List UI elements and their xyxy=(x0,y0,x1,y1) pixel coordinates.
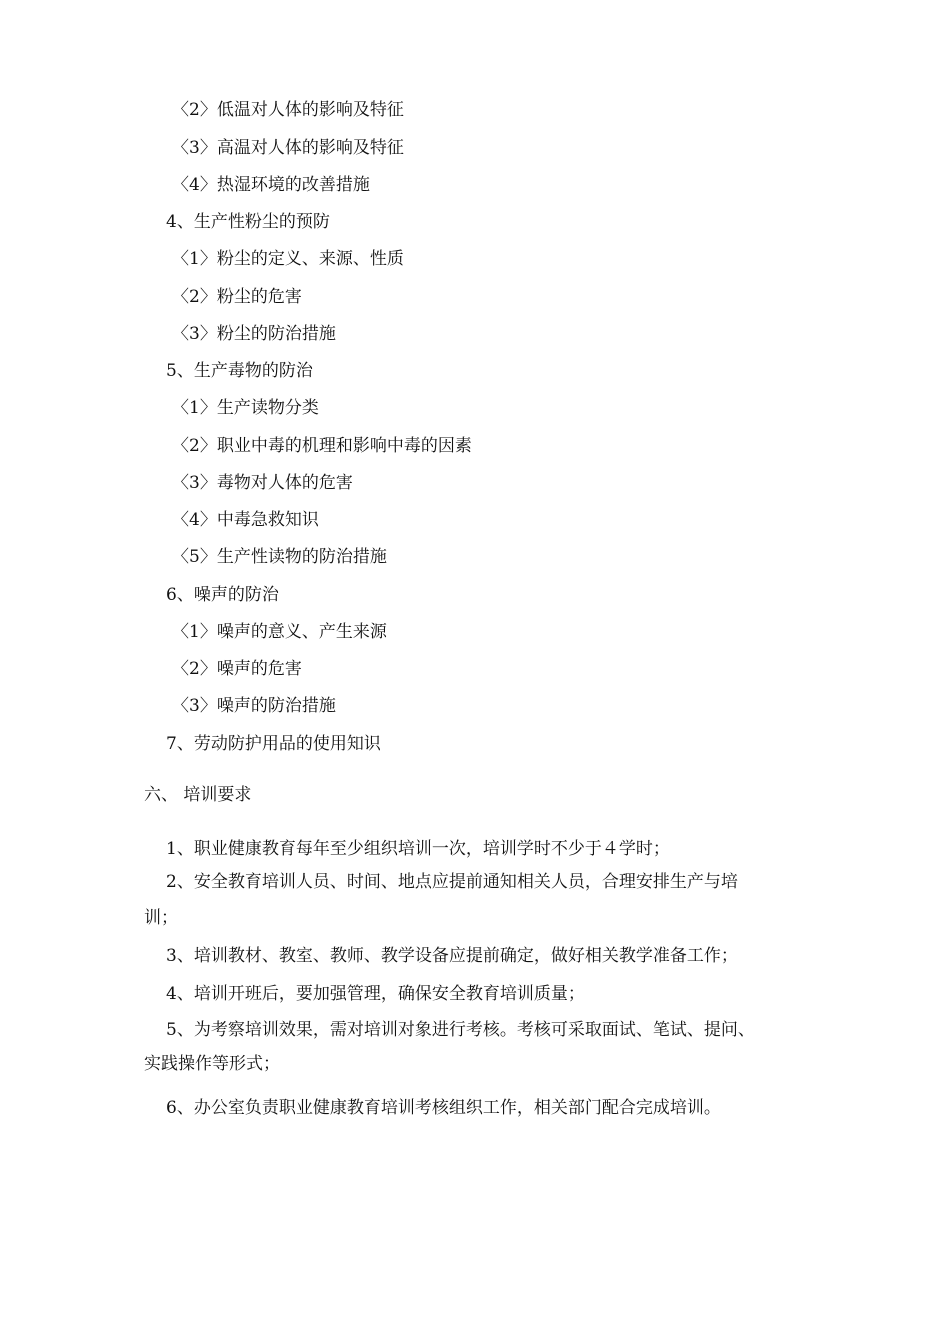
requirement-line: 2、安全教育培训人员、时间、地点应提前通知相关人员，合理安排生产与培 xyxy=(166,872,738,892)
outline-line: 〈1〉生产读物分类 xyxy=(172,398,319,418)
section-heading: 六、 培训要求 xyxy=(144,785,252,805)
requirement-line: 训； xyxy=(144,908,178,928)
requirement-line: 1、职业健康教育每年至少组织培训一次，培训学时不少于４学时； xyxy=(166,839,670,859)
outline-line: 〈3〉粉尘的防治措施 xyxy=(172,324,336,344)
outline-line: 〈2〉低温对人体的影响及特征 xyxy=(172,100,404,120)
outline-item: 5、生产毒物的防治 xyxy=(166,361,313,381)
outline-item: 6、噪声的防治 xyxy=(166,585,279,605)
outline-line: 〈1〉粉尘的定义、来源、性质 xyxy=(172,249,404,269)
requirement-line: 4、培训开班后，要加强管理，确保安全教育培训质量； xyxy=(166,984,585,1004)
outline-line: 〈2〉噪声的危害 xyxy=(172,659,302,679)
outline-line: 〈1〉噪声的意义、产生来源 xyxy=(172,622,387,642)
requirement-line: 实践操作等形式； xyxy=(144,1054,280,1074)
outline-line: 〈2〉粉尘的危害 xyxy=(172,287,302,307)
outline-line: 〈3〉毒物对人体的危害 xyxy=(172,473,353,493)
requirement-line: 3、培训教材、教室、教师、教学设备应提前确定，做好相关教学准备工作； xyxy=(166,946,738,966)
outline-line: 〈4〉热湿环境的改善措施 xyxy=(172,175,370,195)
outline-line: 〈5〉生产性读物的防治措施 xyxy=(172,547,387,567)
requirement-line: 6、办公室负责职业健康教育培训考核组织工作，相关部门配合完成培训。 xyxy=(166,1098,721,1118)
requirement-line: 5、为考察培训效果，需对培训对象进行考核。考核可采取面试、笔试、提问、 xyxy=(166,1020,755,1040)
outline-line: 〈3〉高温对人体的影响及特征 xyxy=(172,138,404,158)
outline-line: 〈4〉中毒急救知识 xyxy=(172,510,319,530)
outline-item: 4、生产性粉尘的预防 xyxy=(166,212,330,232)
outline-line: 〈3〉噪声的防治措施 xyxy=(172,696,336,716)
outline-item: 7、劳动防护用品的使用知识 xyxy=(166,734,381,754)
outline-line: 〈2〉职业中毒的机理和影响中毒的因素 xyxy=(172,436,472,456)
